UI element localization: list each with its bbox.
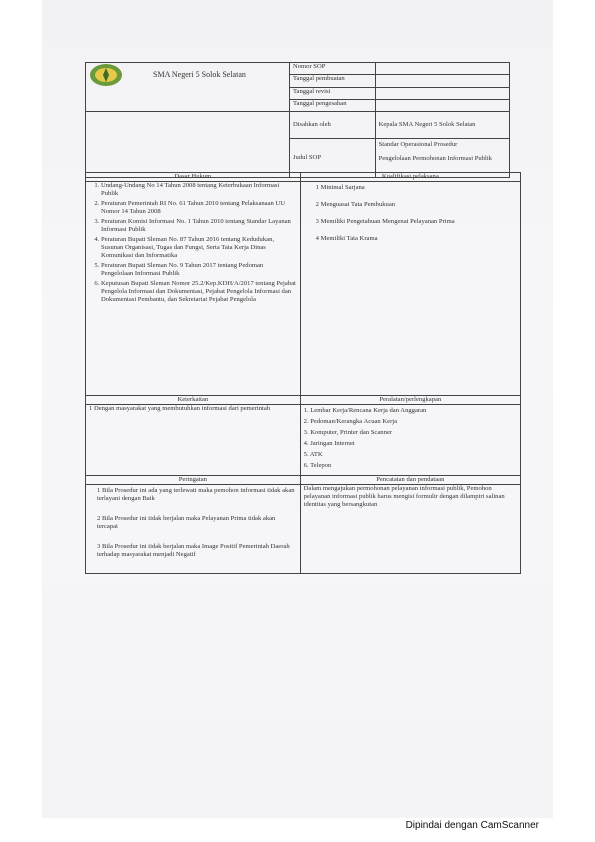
peralatan-item: 2. Pedoman/Kerangka Acuan Kerja <box>303 418 398 425</box>
kualifikasi-item: 2 Menguasai Tata Pembukuan <box>315 201 396 208</box>
dasar-hukum-item: 4. Peraturan Bupati Sleman No. 87 Tahun 2016 tentang Kedudukan, Susunan Organisasi, Tugas dan Fungsi, Serta Tata Kerja Dinas Komunikasi dan Informatika <box>101 236 297 260</box>
dasar-hukum-item: 1. Undang-Undang No 14 Tahun 2008 tentang Keterbukaan Informasi Publik <box>101 182 297 198</box>
school-cell <box>86 63 290 112</box>
peralatan-item: 4. Jaringan Internet <box>303 440 355 447</box>
tanggal-pengesahan-value <box>375 99 509 111</box>
peralatan-item: 5. ATK <box>303 451 323 458</box>
keterkaitan-item: 1 Dengan masyarakat yang membutuhkan informasi dari pemerintah <box>89 405 271 412</box>
peringatan-item: 3 Bila Prosedur ini tidak berjalan maka Image Positif Pemerintah Daerah terhadap masyarakat menjadi Negatif <box>97 543 290 558</box>
tanggal-revisi-label: Tanggal revisi <box>289 87 375 99</box>
tanggal-pembuatan-value <box>375 75 509 87</box>
tanggal-revisi-value <box>375 87 509 99</box>
peralatan-item: 3. Komputer, Printer dan Scanner <box>303 429 393 436</box>
header-blank <box>86 112 290 178</box>
peralatan-title: Peralatan/perlengkapan <box>300 396 520 405</box>
dasar-hukum-item: 5. Peraturan Bupati Sleman No. 9 Tahun 2017 tentang Pedoman Pengelolaan Informasi Publik <box>101 262 297 278</box>
peringatan-content <box>86 485 301 574</box>
dasar-hukum-item: 2. Peraturan Pemerintah RI No. 61 Tahun 2010 tentang Pelaksanaan UU Nomor 14 Tahun 2008 <box>101 200 297 216</box>
disahkan-label: Disahkan oleh <box>289 112 375 139</box>
dasar-hukum-item: 3. Peraturan Komisi Informasi No. 1 Tahun 2010 tentang Standar Layanan Informasi Publik <box>101 218 297 234</box>
sop-body-table <box>85 172 521 574</box>
tanggal-pengesahan-label: Tanggal pengesahan <box>289 99 375 111</box>
nomor-sop-label: Nomor SOP <box>289 63 375 75</box>
judul-label: Judul SOP <box>289 139 375 178</box>
judul-line-1: Standar Operasional Prosedur <box>378 141 458 148</box>
kualifikasi-item: 3 Memiliki Pengetahuan Mengenai Pelayanan Prima <box>315 218 455 225</box>
pencatatan-title: Pencatatan dan pendataan <box>300 476 520 485</box>
kualifikasi-content <box>300 182 520 396</box>
school-name: SMA Negeri 5 Solok Selatan <box>153 70 246 79</box>
kualifikasi-item: 1 Minimal Sarjana <box>315 184 365 191</box>
disahkan-value: Kepala SMA Negeri 5 Solok Selatan <box>375 112 509 139</box>
peringatan-title: Peringatan <box>86 476 301 485</box>
peringatan-item: 2 Bila Prosedur ini tidak berjalan maka Pelayanan Prima tidak akan tercapai <box>97 515 276 530</box>
kualifikasi-title: Kualifikasi pelaksana <box>300 173 520 182</box>
keterkaitan-content <box>86 405 301 476</box>
peralatan-item: 1. Lembar Kerja/Rencana Kerja dan Anggaran <box>303 407 427 414</box>
nomor-sop-value <box>375 63 509 75</box>
kualifikasi-item: 4 Memiliki Tata Krama <box>315 235 378 242</box>
peralatan-content <box>300 405 520 476</box>
peralatan-item: 6. Telepon <box>303 462 332 469</box>
dasar-hukum-item: 6. Keputusan Bupati Sleman Nomor 25.2/Kep.KDH/A/2017 tentang Pejabat Pengelola Informasi dan Dokumentasi, Pejabat Pengelola Informasi dan Dokumentasi Pembantu, dan Sekretariat Pejabat Pengelola <box>101 280 297 304</box>
dasar-hukum-title: Dasar Hukum <box>86 173 301 182</box>
judul-line-2: Pengelolaan Permohonan Informasi Publik <box>378 155 492 162</box>
dasar-hukum-content <box>86 182 301 396</box>
camscanner-watermark: Dipindai dengan CamScanner <box>405 820 539 831</box>
sop-header-table <box>85 62 510 178</box>
peringatan-item: 1 Bila Prosedur ini ada yang terlewati maka pemohon informasi tidak akan terlayani dengan Baik <box>97 487 295 502</box>
school-logo-icon <box>89 63 123 87</box>
keterkaitan-title: Keterkaitan <box>86 396 301 405</box>
pencatatan-content: Dalam mengajukan permohonan pelayanan informasi publik, Pemohon pelayanan informasi publik harus mengisi formulir dengan dilampiri salinan identitas yang bersangkutan <box>300 485 520 574</box>
tanggal-pembuatan-label: Tanggal pembuatan <box>289 75 375 87</box>
